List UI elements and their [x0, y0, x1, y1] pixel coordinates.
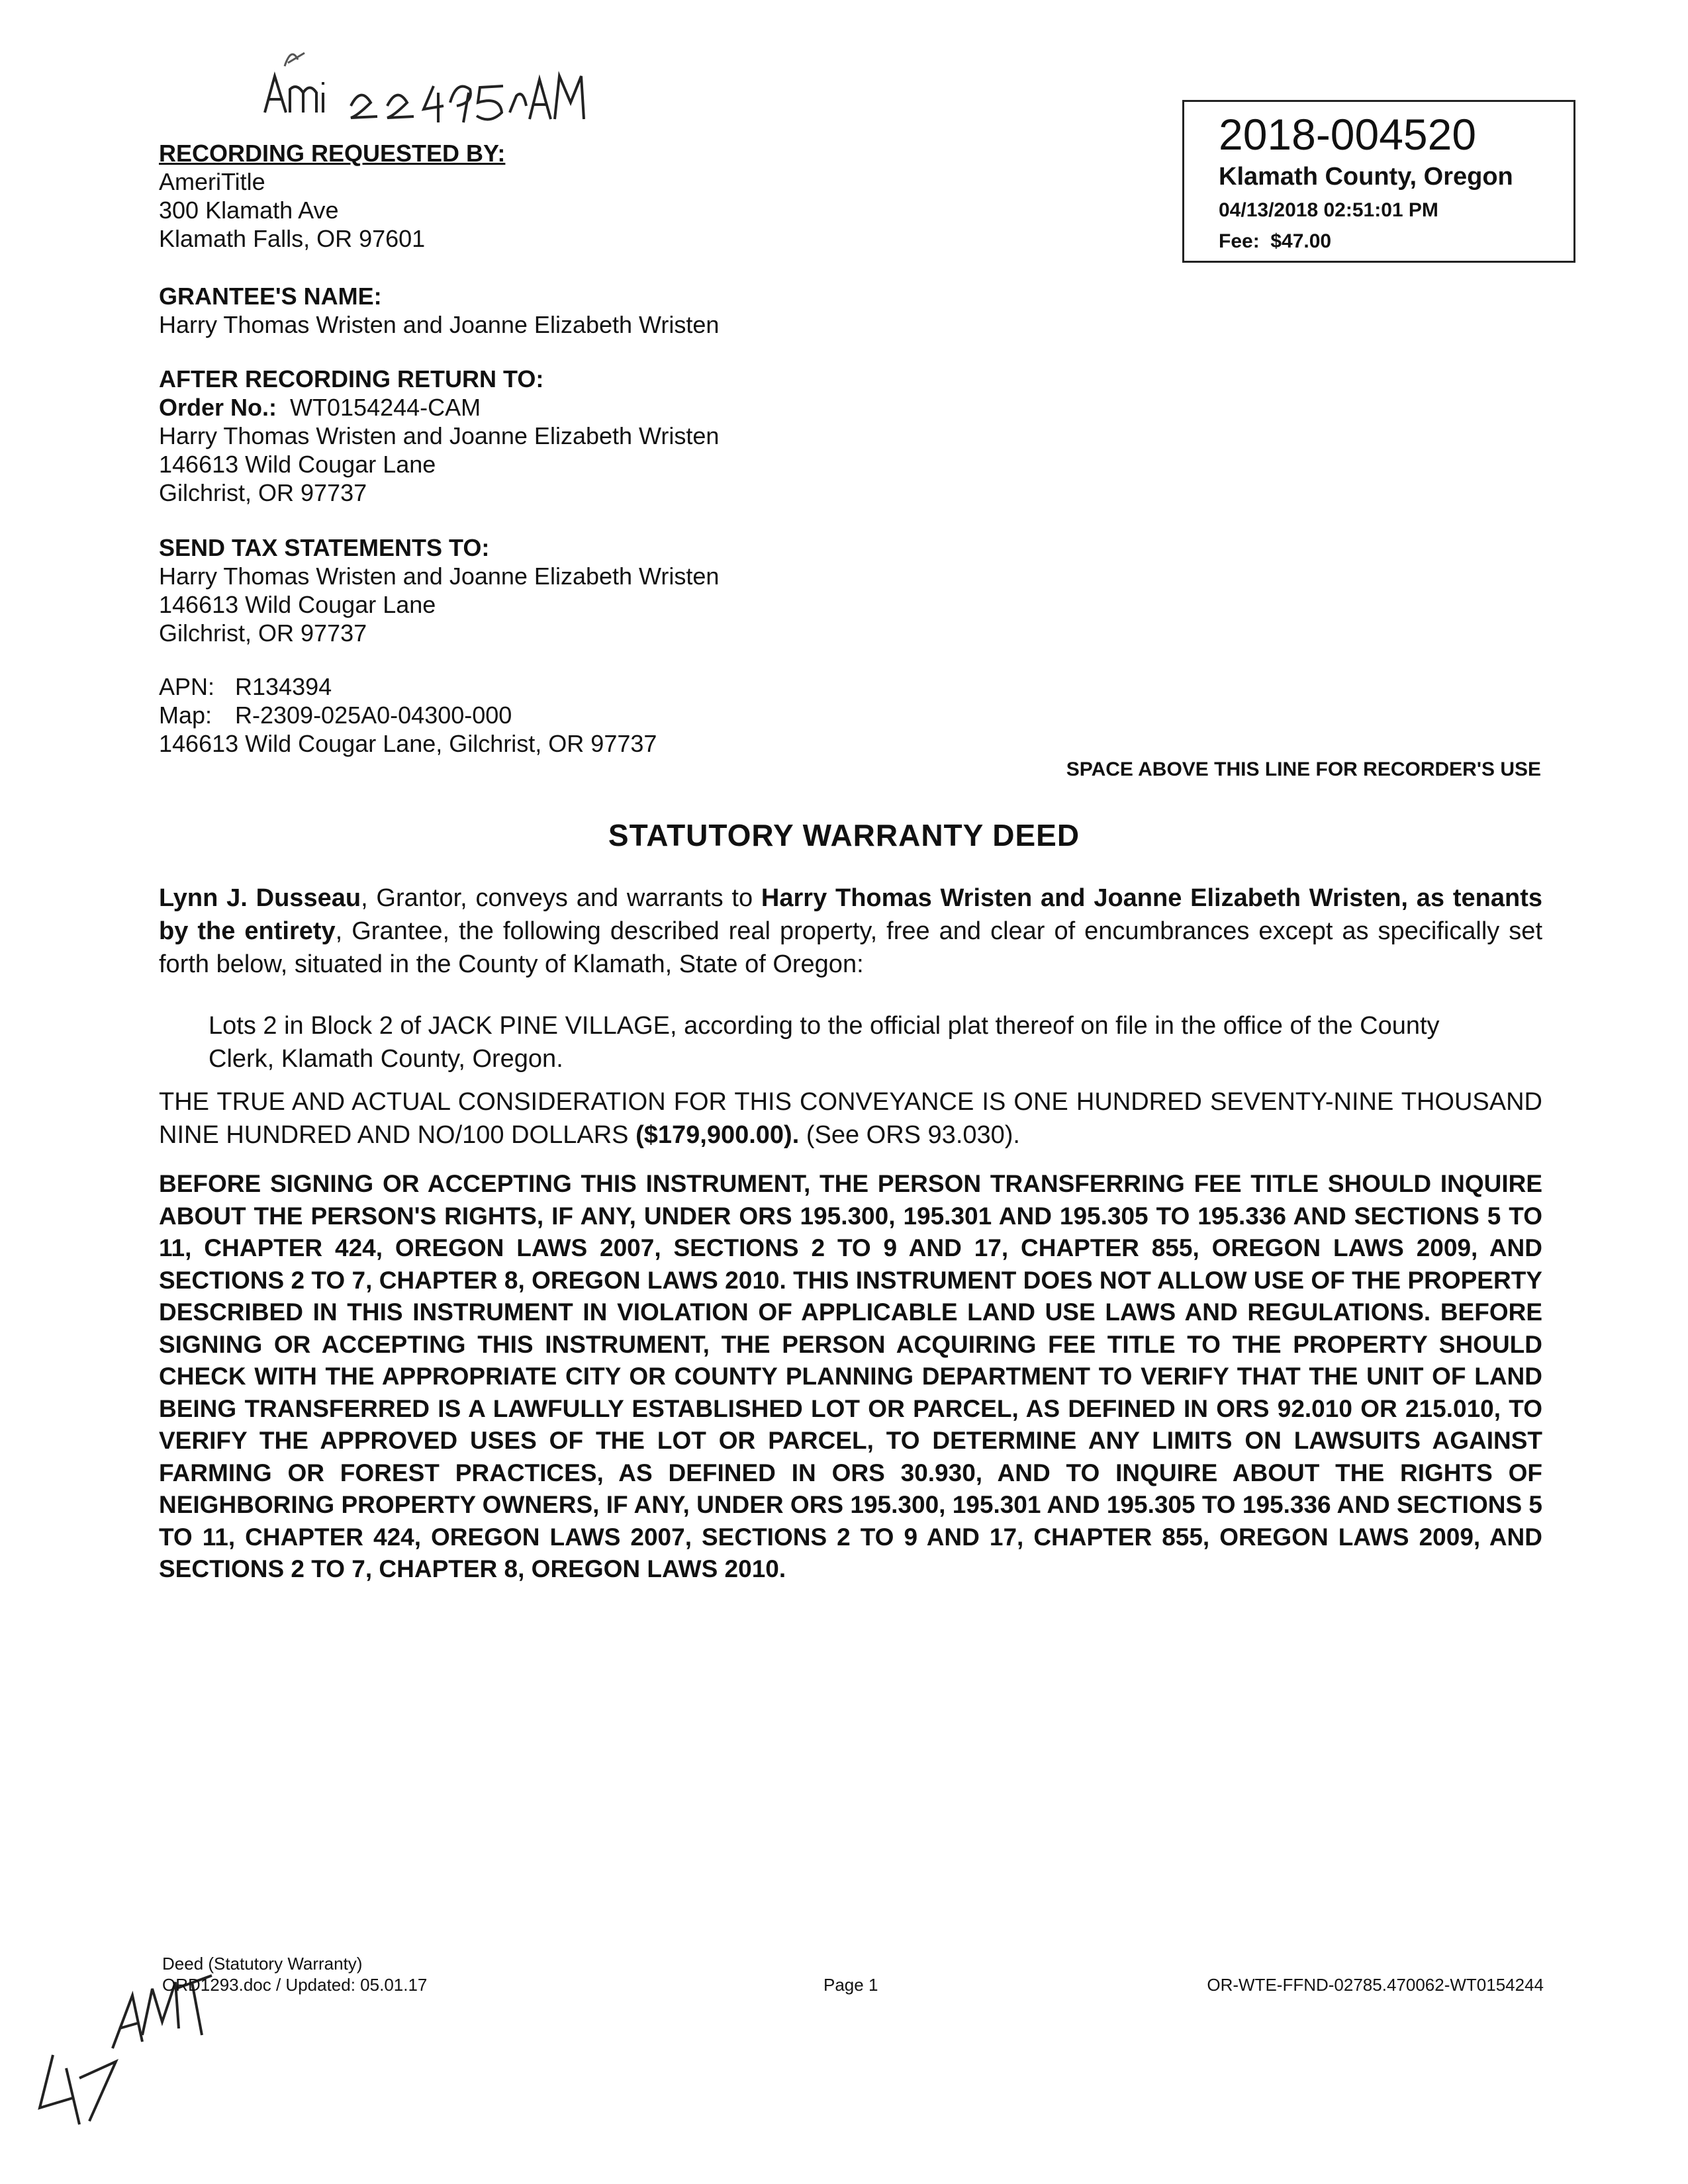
grantor-name: Lynn J. Dusseau: [159, 884, 361, 912]
return-to-street: 146613 Wild Cougar Lane: [159, 451, 436, 478]
recording-requested-label: RECORDING REQUESTED BY:: [159, 140, 506, 167]
grantee-name: Harry Thomas Wristen and Joanne Elizabeth Wristen: [159, 311, 720, 338]
apn-value: R134394: [235, 673, 332, 700]
apn-line: [159, 672, 657, 701]
recording-county: Klamath County, Oregon: [1219, 163, 1513, 191]
statutory-notice: BEFORE SIGNING OR ACCEPTING THIS INSTRUMENT, THE PERSON TRANSFERRING FEE TITLE SHOULD INQUIRE ABOUT THE PERSON'S RIGHTS, IF ANY, UNDER ORS 195.300, 195.301 AND 195.305 TO 195.336 AND SECTIONS 5 TO 11, CHAPTER 424, OREGON LAWS 2007, SECTIONS 2 TO 9 AND 17, CHAPTER 855, OREGON LAWS 2009, AND SECTIONS 2 TO 7, CHAPTER 8, OREGON LAWS 2010. THIS INSTRUMENT DOES NOT ALLOW USE OF THE PROPERTY DESCRIBED IN THIS INSTRUMENT IN VIOLATION OF APPLICABLE LAND USE LAWS AND REGULATIONS. BEFORE SIGNING OR ACCEPTING THIS INSTRUMENT, THE PERSON ACQUIRING FEE TITLE TO THE PROPERTY SHOULD CHECK WITH THE APPROPRIATE CITY OR COUNTY PLANNING DEPARTMENT TO VERIFY THAT THE UNIT OF LAND BEING TRANSFERRED IS A LAWFULLY ESTABLISHED LOT OR PARCEL, AS DEFINED IN ORS 92.010 OR 215.010, TO VERIFY THE APPROVED USES OF THE LOT OR PARCEL, TO DETERMINE ANY LIMITS ON LAWSUITS AGAINST FARMING OR FOREST PRACTICES, AS DEFINED IN ORS 30.930, AND TO INQUIRE ABOUT THE RIGHTS OF NEIGHBORING PROPERTY OWNERS, IF ANY, UNDER ORS 195.300, 195.301 AND 195.305 TO 195.336 AND SECTIONS 5 TO 11, CHAPTER 424, OREGON LAWS 2007, SECTIONS 2 TO 9 AND 17, CHAPTER 855, OREGON LAWS 2009, AND SECTIONS 2 TO 7, CHAPTER 8, OREGON LAWS 2010.: [159, 1170, 1542, 1582]
parcel-block: [159, 672, 657, 758]
recording-street: 300 Klamath Ave: [159, 197, 339, 224]
return-to-label: AFTER RECORDING RETURN TO:: [159, 365, 544, 392]
tax-statements-name: Harry Thomas Wristen and Joanne Elizabeth Wristen: [159, 563, 720, 590]
return-to-block: [159, 365, 719, 507]
apn-label: APN:: [159, 673, 215, 700]
footer-doc-type: Deed (Statutory Warranty): [162, 1954, 363, 1974]
tax-statements-city: Gilchrist, OR 97737: [159, 619, 367, 647]
footer-code: OR-WTE-FFND-02785.470062-WT0154244: [1207, 1975, 1544, 1995]
legal-description: Lots 2 in Block 2 of JACK PINE VILLAGE, according to the official plat thereof on file in the office of the County Clerk, Klamath County, Oregon.: [209, 1012, 1440, 1073]
grantee-block: [159, 282, 719, 339]
recording-fee-label: Fee:: [1219, 230, 1260, 252]
order-number: WT0154244-CAM: [290, 394, 481, 421]
map-value: R-2309-025A0-04300-000: [235, 702, 512, 729]
conveyance-text-2: , Grantee, the following described real property, free and clear of encumbrances except as specifically set forth below, situated in the County of Klamath, State of Oregon:: [159, 917, 1542, 978]
recording-number: 2018-004520: [1219, 110, 1477, 159]
recording-fee-line: [1219, 230, 1331, 253]
conveyance-text-1: , Grantor, conveys and warrants to: [361, 884, 761, 912]
property-address: 146613 Wild Cougar Lane, Gilchrist, OR 97737: [159, 730, 657, 757]
consideration-ref: (See ORS 93.030).: [799, 1121, 1020, 1149]
recording-company: AmeriTitle: [159, 168, 265, 195]
grantee-label: GRANTEE'S NAME:: [159, 283, 382, 310]
return-to-name: Harry Thomas Wristen and Joanne Elizabeth Wristen: [159, 422, 720, 449]
consideration-text: THE TRUE AND ACTUAL CONSIDERATION FOR THIS CONVEYANCE IS ONE HUNDRED SEVENTY-NINE THOUSAND NINE HUNDRED AND NO/100 DOLLARS: [159, 1088, 1542, 1149]
recording-city: Klamath Falls, OR 97601: [159, 225, 426, 252]
footer-left: [162, 1953, 427, 1995]
order-line: [159, 393, 719, 422]
recording-datetime: 04/13/2018 02:51:01 PM: [1219, 199, 1438, 221]
recorder-stamp: [1182, 100, 1575, 263]
document-title: STATUTORY WARRANTY DEED: [608, 818, 1080, 852]
conveyance-paragraph: [159, 882, 1542, 981]
map-line: [159, 701, 657, 729]
footer-doc-file: ORD1293.doc / Updated: 05.01.17: [162, 1975, 428, 1995]
consideration-paragraph: [159, 1085, 1542, 1152]
order-label: Order No.:: [159, 394, 277, 421]
tax-statements-street: 146613 Wild Cougar Lane: [159, 591, 436, 618]
recording-fee: $47.00: [1270, 230, 1332, 252]
grantee-vesting: Harry Thomas Wristen and Joanne Elizabeth Wristen, as tenants by the entirety: [159, 884, 1542, 945]
return-to-city: Gilchrist, OR 97737: [159, 479, 367, 506]
recording-requested-block: [159, 139, 505, 253]
footer-page: Page 1: [823, 1975, 878, 1995]
tax-statements-block: [159, 533, 719, 647]
map-label: Map:: [159, 702, 212, 729]
recorder-use-line: SPACE ABOVE THIS LINE FOR RECORDER'S USE: [1066, 758, 1541, 780]
consideration-amount: ($179,900.00).: [635, 1121, 800, 1149]
tax-statements-label: SEND TAX STATEMENTS TO:: [159, 534, 490, 561]
